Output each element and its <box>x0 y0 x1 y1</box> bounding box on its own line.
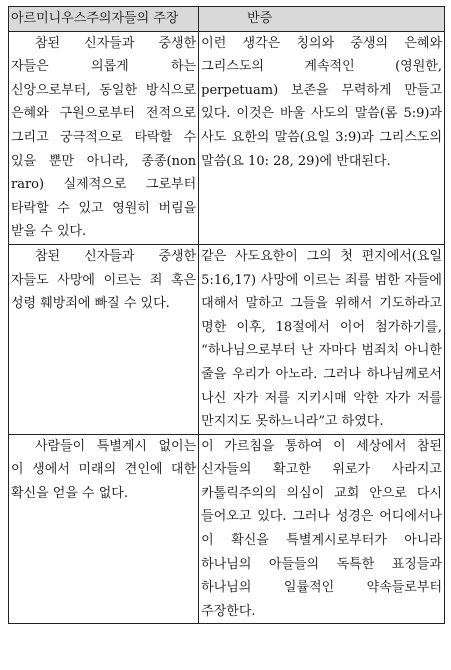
refutation-cell: 이 가르침을 통하여 이 세상에서 참된 신자들의 확고한 위로가 사라지고 카톨릭주의의 의심이 교회 안으로 다시 들어오고 있다. 그러나 성경은 어디에서나 이 확신을 특별계시로부터가 아니라 하나님의 아들들의 독특한 표징들과 하나님의 일률적인 약속들로부터 주장한다. <box>199 434 445 624</box>
refutation-cell: 같은 사도요한이 그의 첫 편지에서(요일 5:16,17) 사망에 이르는 죄를 범한 자들에 대해서 말하고 그들을 위해서 기도하라고 명한 이후, 18절에서 이어 첨가하기를, “하나님으로부터 난 자마다 범죄치 아니한 줄을 우리가 아노라. 그러나 하나님께로서 나신 자가 저를 지키시매 악한 자가 저를 만지지도 못하느니라”고 하였다. <box>199 244 445 434</box>
claim-cell: 참된 신자들과 중생한 자들도 사망에 이르는 죄 혹은 성령 훼방죄에 빠질 수 있다. <box>9 244 199 434</box>
claim-cell: 사람들이 특별계시 없이는 이 생에서 미래의 견인에 대한 확신을 얻을 수 없다. <box>9 434 199 624</box>
arminian-refutation-table <box>8 6 445 624</box>
table-row <box>9 434 445 624</box>
table-header-row <box>9 7 445 32</box>
header-refutation: 반증 <box>199 7 445 32</box>
table-row <box>9 244 445 434</box>
table-row <box>9 31 445 244</box>
header-claims: 아르미니우스주의자들의 주장 <box>9 7 199 32</box>
claim-cell: 참된 신자들과 중생한 자들은 의롭게 하는 신앙으로부터, 동일한 방식으로 은혜와 구원으로부터 전적으로 그리고 궁극적으로 타락할 수 있을 뿐만 아니라, 종종(non raro) 실제적으로 그로부터 타락할 수 있고 영원히 버림을 받을 수 있다. <box>9 31 199 244</box>
refutation-cell: 이런 생각은 칭의와 중생의 은혜와 그리스도의 계속적인 (영원한, perpetuam) 보존을 무력하게 만들고 있다. 이것은 바울 사도의 말씀(롬 5:9)과 사도 요한의 말씀(요일 3:9)과 그리스도의 말씀(요 10: 28, 29)에 반대된다. <box>199 31 445 244</box>
